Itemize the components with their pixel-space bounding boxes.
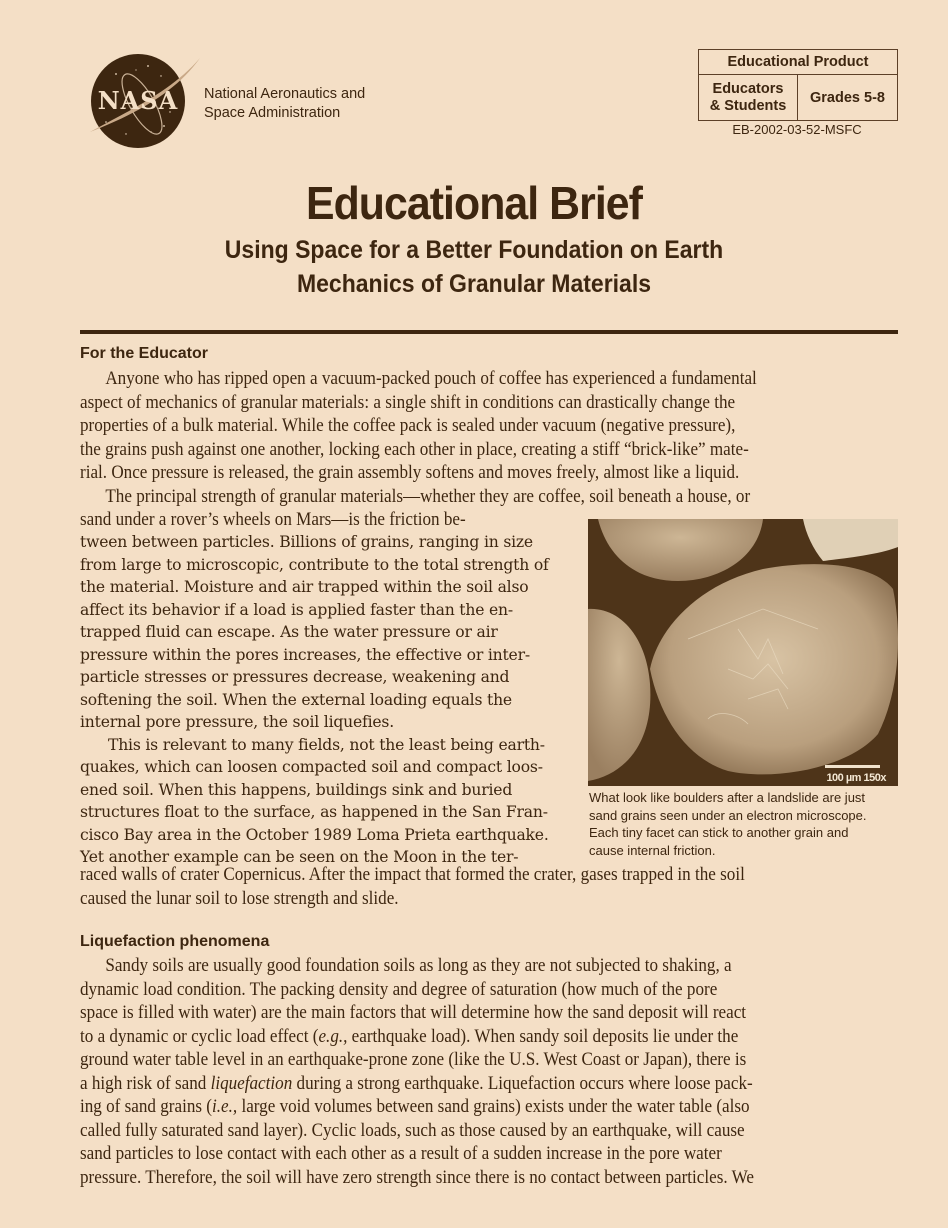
text-line: pressure. Therefore, the soil will have zero strength since there is no contact between particles. We [80,1166,754,1188]
text-line: aspect of mechanics of granular materials: a single shift in conditions can drastically change the [80,391,736,413]
emphasis-text: e.g., [318,1025,348,1047]
emphasis-text: i.e., [212,1096,238,1117]
text-line: pressure within the pores increases, the effective or inter- [80,645,530,664]
agency-line-1: National Aeronautics and [204,86,366,102]
text-line: softening the soil. When the external loading equals the [80,690,512,709]
liquefaction-paragraph [80,954,754,1189]
scale-label: 100 µm 150x [826,772,886,784]
caption-line: cause internal friction. [589,842,716,858]
product-box [698,49,898,121]
section-heading-educator: For the Educator [80,345,209,362]
educator-paragraph-closing [80,863,745,910]
text-line [80,1095,754,1119]
text-line: the material. Moisture and air trapped within the soil also [80,578,529,596]
text-segment: during a strong earthquake. Liquefaction occurs where loose pack- [292,1072,753,1094]
text-segment: ing of sand grains ( [80,1096,213,1117]
audience-cell [699,75,798,120]
agency-name [204,85,365,123]
text-line: cisco Bay area in the October 1989 Loma Prieta earthquake. [80,825,549,844]
educator-paragraph-narrow [80,531,549,869]
text-line: Yet another example can be seen on the Moon in the ter- [80,848,519,866]
sand-grain-micrograph [588,519,898,786]
caption-line: What look like boulders after a landslide are just [589,790,866,805]
text-segment: a high risk of sand [80,1072,211,1094]
text-line: This is relevant to many fields, not the least being earth- [108,735,545,754]
text-segment: earthquake load). When sandy soil deposits lie under the [347,1025,739,1047]
educator-paragraph-wide [80,367,757,532]
text-line: rial. Once pressure is released, the grain assembly softens and moves freely, almost like a liquid. [80,462,740,483]
text-line: sand particles to lose contact with each other as a result of a sudden increase in the pore water [80,1143,722,1164]
text-line: called fully saturated sand layer). Cyclic loads, such as those caused by an earthquake, will cause [80,1119,745,1141]
micrograph-image [588,519,898,786]
grades-cell: Grades 5-8 [810,89,885,106]
text-line: The principal strength of granular materials—whether they are coffee, soil beneath a house, or [105,485,751,507]
text-line: the grains push against one another, locking each other in place, creating a stiff “brick-like” mate- [80,438,749,460]
audience-line-2: & Students [709,97,787,114]
subtitle-line-1: Using Space for a Better Foundation on Earth [224,236,724,264]
logo-text: NASA [97,86,179,115]
text-line: caused the lunar soil to lose strength and slide. [80,887,399,909]
product-code: EB-2002-03-52-MSFC [732,122,862,137]
text-line: quakes, which can loosen compacted soil and compact loos- [80,758,543,776]
nasa-logo-icon [86,52,202,150]
text-line: affect its behavior if a load is applied faster than the en- [80,600,513,619]
text-line: ened soil. When this happens, buildings sink and buried [80,780,513,799]
text-line: tween between particles. Billions of grains, ranging in size [80,533,533,551]
text-line: sand under a rover’s wheels on Mars—is the friction be- [80,509,466,530]
audience-line-1: Educators [712,80,784,97]
agency-line-2: Space Administration [204,105,341,121]
product-box-title: Educational Product [699,50,897,75]
text-line: structures float to the surface, as happened in the San Fran- [80,803,548,821]
header-divider [80,330,898,334]
scale-bar [825,765,880,768]
text-line: Sandy soils are usually good foundation soils as long as they are not subjected to shaking, a [105,955,732,976]
figure-caption [589,789,899,859]
emphasis-text: liquefaction [210,1072,293,1094]
page-title: Educational Brief [305,177,642,229]
text-line: ground water table level in an earthquake-prone zone (like the U.S. West Coast or Japan), there is [80,1049,747,1070]
text-segment: large void volumes between sand grains) exists under the water table (also [237,1096,750,1117]
text-line: internal pore pressure, the soil liquefies. [80,713,394,731]
text-line: from large to microscopic, contribute to the total strength of [80,555,549,574]
text-line: dynamic load condition. The packing density and degree of saturation (how much of the pore [80,978,718,1000]
text-line: properties of a bulk material. While the coffee pack is sealed under vacuum (negative pressure), [80,415,736,436]
text-line: particle stresses or pressures decrease, weakening and [80,668,510,686]
text-segment: to a dynamic or cyclic load effect ( [80,1025,319,1047]
subtitle-line-2: Mechanics of Granular Materials [296,270,652,298]
text-line: raced walls of crater Copernicus. After the impact that formed the crater, gases trapped in the soil [80,864,745,885]
text-line [80,1072,754,1096]
text-line [80,1025,754,1049]
text-line: space is filled with water) are the main factors that will determine how the sand deposit will react [80,1002,747,1023]
section-heading-liquefaction: Liquefaction phenomena [80,933,270,950]
page-subtitle [24,233,924,301]
caption-line: Each tiny facet can stick to another grain and [589,825,849,840]
caption-line: sand grains seen under an electron microscope. [589,807,867,823]
text-line: Anyone who has ripped open a vacuum-packed pouch of coffee has experienced a fundamental [105,368,757,389]
text-line: trapped fluid can escape. As the water pressure or air [80,623,498,641]
